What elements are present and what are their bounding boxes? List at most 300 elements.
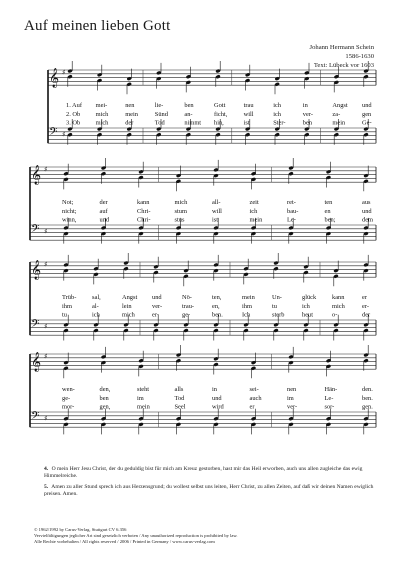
lyric-syllable: sal, xyxy=(92,294,101,302)
lyric-syllable: winn, xyxy=(62,216,77,224)
lyric-syllable: Le- xyxy=(287,216,296,224)
note-head xyxy=(303,270,308,275)
treble-clef-icon: 𝄞 xyxy=(49,68,60,88)
lyric-syllable: den. xyxy=(362,386,373,394)
note-head xyxy=(101,416,106,421)
note-head xyxy=(176,358,181,363)
note-head xyxy=(123,328,128,333)
lyric-syllable: Hän- xyxy=(324,386,338,394)
lyric-syllable: ge- xyxy=(62,394,71,402)
lyric-syllable: nicht; xyxy=(62,207,77,215)
lyric-syllable: heut xyxy=(302,311,314,319)
note-head xyxy=(363,268,368,273)
note-head xyxy=(363,226,368,231)
note-head xyxy=(213,226,218,231)
note-head xyxy=(363,132,368,137)
lyric-syllable: mich xyxy=(95,119,109,127)
note-head xyxy=(288,171,293,176)
note-head xyxy=(213,168,218,173)
note-head xyxy=(186,132,191,137)
note-head xyxy=(213,328,218,333)
note-head xyxy=(101,422,106,427)
lyric-syllable: ge- xyxy=(182,311,191,319)
lyric-syllable: er xyxy=(249,403,255,411)
treble-clef-icon: 𝄞 xyxy=(31,165,42,185)
note-head xyxy=(213,173,218,178)
note-head xyxy=(153,270,158,275)
sharp-icon: ♯ xyxy=(44,165,48,174)
note-head xyxy=(363,323,368,328)
lyric-syllable: za- xyxy=(332,110,341,118)
note-head xyxy=(67,127,72,132)
publisher-footer xyxy=(34,527,374,545)
lyric-syllable: ben. xyxy=(212,311,223,319)
note-head xyxy=(93,323,98,328)
note-head xyxy=(186,74,191,79)
lyric-syllable: nen xyxy=(287,386,297,394)
note-head xyxy=(334,74,339,79)
note-head xyxy=(67,69,72,74)
note-head xyxy=(326,175,331,180)
lyric-syllable: mein xyxy=(137,403,150,411)
note-head xyxy=(251,366,256,371)
note-head xyxy=(138,231,143,236)
note-head xyxy=(251,226,256,231)
note-head xyxy=(183,328,188,333)
note-head xyxy=(273,328,278,333)
note-head xyxy=(363,358,368,363)
verse-text: O mein Herr Jesu Christ, der du geduldig bist für mich am Kreuz gestorben, hast mir das Heil erworben, auch uns allen zugleiche das ewig Himmelreiche. xyxy=(44,466,363,480)
note-head xyxy=(176,226,181,231)
lyric-syllable: ist xyxy=(243,119,250,127)
note-head xyxy=(63,231,68,236)
lyric-syllable: mich xyxy=(332,302,345,310)
note-head xyxy=(63,177,68,182)
note-head xyxy=(326,364,331,369)
note-head xyxy=(63,226,68,231)
note-head xyxy=(334,127,339,132)
lyric-syllable: und xyxy=(362,207,372,215)
lyric-syllable: stus xyxy=(174,216,185,224)
lyric-syllable: nen xyxy=(125,102,135,110)
note-head xyxy=(363,179,368,184)
note-head xyxy=(63,268,68,273)
note-head xyxy=(304,71,309,76)
lyric-syllable: trau xyxy=(243,102,254,110)
note-head xyxy=(288,355,293,360)
lyric-syllable: Sünd xyxy=(154,110,168,118)
lyric-syllable: und xyxy=(212,394,222,402)
lyric-syllable: will xyxy=(212,207,222,215)
lyric-syllable: Gott xyxy=(214,102,226,110)
lyric-syllable: bau- xyxy=(287,207,299,215)
lyric-syllable: all- xyxy=(212,199,221,207)
lyric-syllable: den, xyxy=(99,386,111,394)
note-head xyxy=(176,231,181,236)
note-head xyxy=(97,73,102,78)
verse-number: 4. xyxy=(44,466,49,472)
note-head xyxy=(363,328,368,333)
rights-notice: Alle Rechte vorbehalten / All rights reserved / 2006 / Printed in Germany / www.carus-verlag.com xyxy=(34,538,215,544)
note-head xyxy=(333,323,338,328)
note-head xyxy=(63,416,68,421)
note-head xyxy=(213,357,218,362)
lyric-syllable: an- xyxy=(184,110,193,118)
lyric-syllable: Ge- xyxy=(362,119,372,127)
lyric-syllable: ich xyxy=(273,102,282,110)
note-head xyxy=(363,353,368,358)
note-head xyxy=(63,422,68,427)
note-head xyxy=(183,323,188,328)
lyric-syllable: ich xyxy=(273,110,282,118)
note-head xyxy=(288,166,293,171)
composer-dates: 1586-1630 xyxy=(345,53,374,60)
note-head xyxy=(251,422,256,427)
lyric-syllable: mich xyxy=(122,311,135,319)
note-head xyxy=(304,76,309,81)
note-head xyxy=(363,173,368,178)
bass-clef-icon: 𝄢 xyxy=(31,223,40,238)
note-head xyxy=(334,80,339,85)
note-head xyxy=(213,263,218,268)
note-head xyxy=(63,263,68,268)
lyric-syllable: wird xyxy=(212,403,224,411)
lyric-syllable: ich xyxy=(249,207,258,215)
note-head xyxy=(333,268,338,273)
lyric-syllable: Ich xyxy=(242,311,251,319)
lyric-syllable: tu xyxy=(62,311,67,319)
note-head xyxy=(213,422,218,427)
note-head xyxy=(304,127,309,132)
lyric-syllable: ten xyxy=(324,199,333,207)
lyric-syllable: ret- xyxy=(287,199,296,207)
lyric-syllable: mein xyxy=(249,216,263,224)
note-head xyxy=(334,132,339,137)
lyric-syllable: auf xyxy=(99,207,108,215)
note-head xyxy=(156,127,161,132)
note-head xyxy=(304,132,309,137)
sharp-icon: ♯ xyxy=(44,322,48,331)
verse-5 xyxy=(44,484,374,499)
lyric-syllable: trau- xyxy=(182,302,195,310)
lyric-syllable: Le- xyxy=(324,394,334,402)
lyric-syllable: ben xyxy=(99,394,109,402)
note-head xyxy=(176,422,181,427)
verse-text: Amen zu aller Stund sprech ich aus Herzensgrund; du wollest selbst uns leiten, Herr Christ, zu allen Zeiten, auf daß wir deinen Namen ewiglich preisen. Amen. xyxy=(44,483,374,497)
lyric-syllable: ihm xyxy=(62,302,72,310)
note-head xyxy=(215,74,220,79)
note-head xyxy=(126,127,131,132)
note-head xyxy=(97,127,102,132)
note-head xyxy=(303,328,308,333)
lyric-syllable: er xyxy=(362,294,367,302)
lyric-syllable: Un- xyxy=(272,294,282,302)
lyric-syllable: ver- xyxy=(287,403,298,411)
note-head xyxy=(326,422,331,427)
note-head xyxy=(251,231,256,236)
lyric-syllable: ist xyxy=(212,216,219,224)
note-head xyxy=(138,226,143,231)
lyric-syllable: und xyxy=(362,102,372,110)
note-head xyxy=(303,323,308,328)
lyric-syllable: al- xyxy=(92,302,99,310)
lyric-syllable: en, xyxy=(212,302,220,310)
lyric-syllable: ihm xyxy=(242,302,252,310)
sharp-icon: ♯ xyxy=(62,68,66,77)
note-head xyxy=(274,127,279,132)
note-head xyxy=(97,132,102,137)
hymn-title: Auf meinen lieben Gott xyxy=(24,18,171,34)
note-head xyxy=(213,416,218,421)
note-head xyxy=(213,268,218,273)
lyric-syllable: im xyxy=(287,394,294,402)
note-head xyxy=(273,323,278,328)
note-head xyxy=(156,71,161,76)
note-head xyxy=(288,226,293,231)
lyric-syllable: Angst xyxy=(332,102,348,110)
lyric-syllable: ben xyxy=(184,102,194,110)
lyric-syllable: der xyxy=(99,199,108,207)
sharp-icon: ♯ xyxy=(44,352,48,361)
lyric-syllable: im xyxy=(137,394,144,402)
lyric-syllable: steht xyxy=(137,386,150,394)
note-head xyxy=(156,132,161,137)
note-head xyxy=(67,74,72,79)
note-head xyxy=(251,360,256,365)
note-head xyxy=(333,328,338,333)
note-head xyxy=(176,179,181,184)
lyric-syllable: er- xyxy=(362,302,369,310)
lyric-syllable: ben; xyxy=(324,216,336,224)
note-head xyxy=(138,170,143,175)
note-head xyxy=(101,166,106,171)
lyric-syllable: mein xyxy=(332,119,346,127)
lyric-syllable: in xyxy=(212,386,217,394)
lyric-syllable: wen- xyxy=(62,386,75,394)
note-head xyxy=(183,274,188,279)
note-head xyxy=(243,266,248,271)
note-head xyxy=(288,416,293,421)
lyric-syllable: mei- xyxy=(95,102,108,110)
note-head xyxy=(363,422,368,427)
lyric-syllable: gen. xyxy=(362,403,373,411)
note-head xyxy=(243,272,248,277)
note-head xyxy=(153,323,158,328)
lyric-syllable: ver- xyxy=(152,302,163,310)
note-head xyxy=(213,362,218,367)
lyric-syllable: gen, xyxy=(99,403,111,411)
note-head xyxy=(63,360,68,365)
treble-clef-icon: 𝄞 xyxy=(31,352,42,372)
lyric-syllable: hin, xyxy=(214,119,224,127)
lyric-syllable: ich xyxy=(92,311,100,319)
note-head xyxy=(333,274,338,279)
additional-verses xyxy=(44,466,374,501)
note-head xyxy=(93,328,98,333)
lyric-syllable: 1. Auf xyxy=(66,102,82,110)
lyric-syllable: ten, xyxy=(212,294,222,302)
lyric-syllable: alls xyxy=(174,386,184,394)
lyric-syllable: mich xyxy=(174,199,188,207)
note-head xyxy=(243,328,248,333)
lyric-syllable: ficht, xyxy=(214,110,228,118)
note-head xyxy=(213,231,218,236)
sharp-icon: ♯ xyxy=(62,130,66,139)
lyric-syllable: gen xyxy=(362,110,372,118)
note-head xyxy=(63,328,68,333)
note-head xyxy=(138,358,143,363)
note-head xyxy=(251,177,256,182)
note-head xyxy=(186,80,191,85)
sharp-icon: ♯ xyxy=(44,227,48,236)
lyric-syllable: der xyxy=(125,119,134,127)
note-head xyxy=(363,263,368,268)
sharp-icon: ♯ xyxy=(44,260,48,269)
sharp-icon: ♯ xyxy=(44,414,48,423)
note-head xyxy=(93,266,98,271)
lyric-syllable: Ster- xyxy=(273,119,286,127)
note-head xyxy=(326,358,331,363)
lyric-syllable: Not; xyxy=(62,199,74,207)
lyric-syllable: 2. Ob xyxy=(66,110,81,118)
lyric-syllable: und xyxy=(152,294,162,302)
lyric-syllable: mor- xyxy=(62,403,75,411)
note-head xyxy=(363,69,368,74)
note-head xyxy=(156,76,161,81)
lyric-syllable: Seel xyxy=(174,403,186,411)
lyric-syllable: Trüb- xyxy=(62,294,77,302)
lyric-syllable: zeit xyxy=(249,199,259,207)
note-head xyxy=(274,132,279,137)
note-head xyxy=(63,366,68,371)
note-head xyxy=(243,323,248,328)
note-head xyxy=(326,170,331,175)
note-head xyxy=(274,76,279,81)
note-head xyxy=(93,272,98,277)
lyric-syllable: auch xyxy=(249,394,262,402)
note-head xyxy=(123,323,128,328)
lyric-syllable: ben xyxy=(302,119,313,127)
note-head xyxy=(245,127,250,132)
verse-number: 5. xyxy=(44,483,49,490)
lyric-syllable: ver- xyxy=(302,110,313,118)
note-head xyxy=(97,78,102,83)
note-head xyxy=(251,416,256,421)
lyric-syllable: lein xyxy=(122,302,132,310)
note-head xyxy=(126,132,131,137)
note-head xyxy=(245,132,250,137)
note-head xyxy=(326,416,331,421)
note-head xyxy=(245,78,250,83)
lyric-syllable: 3. Ob xyxy=(66,119,81,127)
note-head xyxy=(138,175,143,180)
treble-clef-icon: 𝄞 xyxy=(31,260,42,280)
note-head xyxy=(67,132,72,137)
note-head xyxy=(273,261,278,266)
lyric-syllable: sor- xyxy=(324,403,335,411)
lyric-syllable: aus xyxy=(362,199,371,207)
note-head xyxy=(123,261,128,266)
text-source: Text: Lübeck vor 1603 xyxy=(313,62,374,69)
note-head xyxy=(274,82,279,87)
note-head xyxy=(303,265,308,270)
composer-name: Johann Hermann Schein xyxy=(309,44,374,51)
lyric-syllable: der xyxy=(362,311,371,319)
note-head xyxy=(176,416,181,421)
note-head xyxy=(363,127,368,132)
note-head xyxy=(215,132,220,137)
note-head xyxy=(126,82,131,87)
note-head xyxy=(153,328,158,333)
lyric-syllable: mein xyxy=(125,110,138,118)
note-head xyxy=(288,422,293,427)
note-head xyxy=(363,74,368,79)
lyric-syllable: en xyxy=(324,207,331,215)
copyright-notice: Vervielfältigungen jeglicher Art sind gesetzlich verboten / Any unauthorized reproduction is prohibited by law. xyxy=(34,532,238,538)
lyric-syllable: nimmt xyxy=(184,119,202,127)
note-head xyxy=(126,76,131,81)
lyric-syllable: o- xyxy=(332,311,338,319)
note-head xyxy=(183,268,188,273)
note-head xyxy=(288,231,293,236)
note-head xyxy=(138,364,143,369)
lyric-syllable: mein xyxy=(242,294,255,302)
note-head xyxy=(213,323,218,328)
note-head xyxy=(153,265,158,270)
bass-clef-icon: 𝄢 xyxy=(31,318,40,333)
lyric-syllable: sei- xyxy=(249,386,259,394)
note-head xyxy=(176,173,181,178)
note-head xyxy=(273,266,278,271)
note-head xyxy=(138,416,143,421)
copyright-line: © 1962/1992 by Carus-Verlag, Stuttgart CV 6.356 xyxy=(34,527,127,532)
note-head xyxy=(186,127,191,132)
verse-4 xyxy=(44,466,374,481)
lyric-syllable: Angst xyxy=(122,294,138,302)
note-head xyxy=(288,360,293,365)
note-head xyxy=(101,355,106,360)
lyric-syllable: will xyxy=(243,110,254,118)
note-head xyxy=(101,171,106,176)
lyric-syllable: Tod xyxy=(154,119,165,127)
lyric-syllable: tu xyxy=(272,302,277,310)
lyric-syllable: ich xyxy=(302,302,310,310)
lyric-syllable: er- xyxy=(152,311,159,319)
lyric-syllable: glück xyxy=(302,294,317,302)
lyric-syllable: kann xyxy=(137,199,150,207)
note-head xyxy=(245,73,250,78)
lyric-syllable: Nö- xyxy=(182,294,192,302)
note-head xyxy=(63,171,68,176)
note-head xyxy=(251,171,256,176)
note-head xyxy=(215,69,220,74)
lyric-syllable: kann xyxy=(332,294,345,302)
note-head xyxy=(101,226,106,231)
lyric-syllable: lie- xyxy=(154,102,164,110)
bass-clef-icon: 𝄢 xyxy=(31,410,40,425)
note-head xyxy=(326,231,331,236)
lyric-syllable: Chri- xyxy=(137,207,151,215)
note-head xyxy=(63,323,68,328)
lyric-syllable: mich xyxy=(95,110,109,118)
lyric-syllable: Tod xyxy=(174,394,185,402)
note-head xyxy=(176,353,181,358)
note-head xyxy=(101,231,106,236)
lyric-syllable: Chri- xyxy=(137,216,151,224)
bass-clef-icon: 𝄢 xyxy=(49,126,58,141)
note-head xyxy=(215,127,220,132)
note-head xyxy=(138,422,143,427)
